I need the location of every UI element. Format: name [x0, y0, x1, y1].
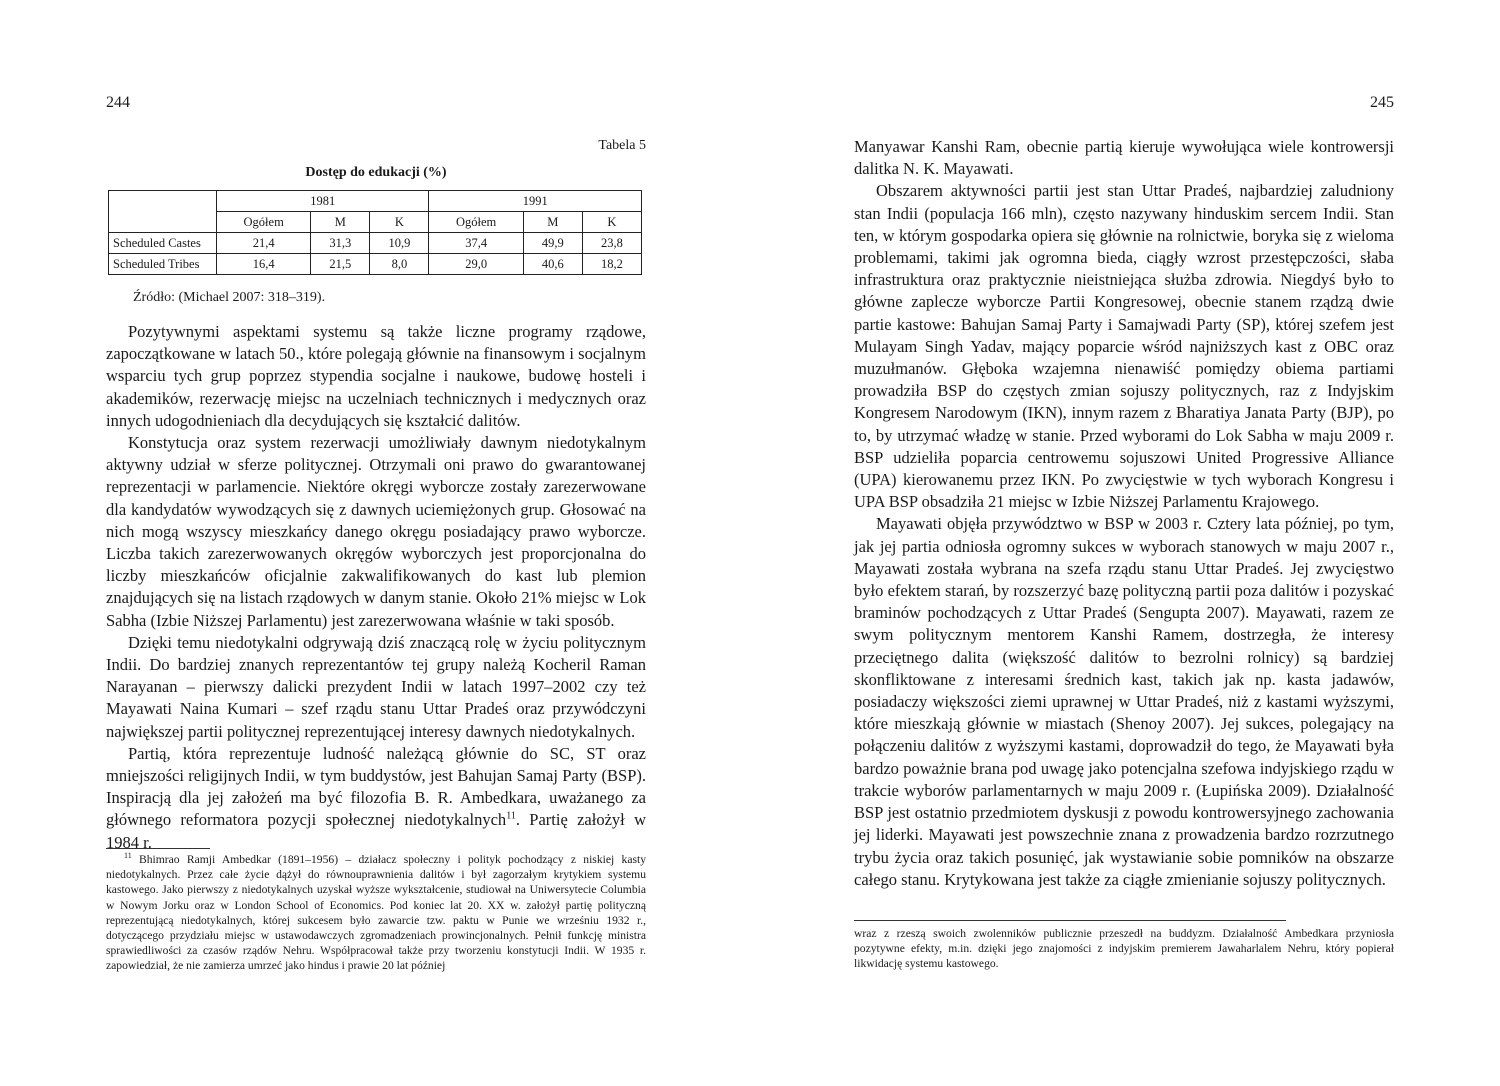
footnote: [106, 852, 646, 974]
paragraph: Konstytucja oraz system rezerwacji umożliwiały dawnym niedotykalnym aktywny udział w sferze politycznej. Otrzymali oni prawo do gwarantowanej reprezentacji w parlamencie. Niektóre okręgi wyborcze zostały zarezerwowane dla kandydatów wywodzących się z dawnych uciemiężonych grup. Głosować na nich mogą wszyscy mieszkańcy danego okręgu posiadający prawo wyborcze. Liczba takich zarezerwowanych okręgów wyborczych jest proporcjonalna do liczby mieszkańców oficjalnie zakwalifikowanych do kast lub plemion znajdujących się na listach rządowych w danym stanie. Około 21% miejsc w Lok Sabha (Izbie Niższej Parlamentu) jest zarezerwowana właśnie w taki sposób.: [106, 433, 646, 630]
paragraph: Pozytywnymi aspektami systemu są także liczne programy rządowe, zapoczątkowane w latach 50., które polegają głównie na finansowym i socjalnym wsparciu tych grup poprzez stypendia socjalne i naukowe, budowę hosteli i akademików, rezerwację miejsc na uczelniach technicznych i medycznych oraz innych udogodnieniach dla decydujących się kształcić dalitów.: [106, 322, 646, 430]
footnote-continuation: wraz z rzeszą swoich zwolenników publicznie przeszedł na buddyzm. Działalność Ambedkara przyniosła pozytywne efekty, m.in. dzięki jego znajomości z indyjskim premierem Jawaharlalem Nehru, który popierał likwidację systemu kastowego.: [854, 927, 1394, 971]
table-cell: 16,4: [217, 254, 311, 275]
table-cell: 40,6: [523, 254, 582, 275]
table-subheader: K: [370, 212, 429, 233]
table-year-header: 1981: [217, 191, 429, 212]
table-label: Tabela 5: [598, 138, 646, 153]
footnote-number: 11: [124, 851, 132, 861]
table-cell: 29,0: [429, 254, 523, 275]
footnote-divider: [106, 848, 210, 849]
page-number: 244: [106, 94, 130, 111]
table-cell: 49,9: [523, 233, 582, 254]
table-cell: 18,2: [582, 254, 641, 275]
footnote-reference[interactable]: 11: [506, 810, 516, 822]
table-subheader: M: [523, 212, 582, 233]
table-subheader: Ogółem: [429, 212, 523, 233]
paragraph: Obszarem aktywności partii jest stan Uttar Pradeś, najbardziej zaludniony stan Indii (populacja 166 mln), często nazywany hinduskim sercem Indii. Stan ten, w którym gospodarka opiera się głównie na rolnictwie, boryka się z wieloma problemami, takimi jak ogromna bieda, ciągły wzrost przestępczości, słaba infrastruktura oraz praktycznie nieistniejąca służba zdrowia. Niegdyś było to główne zaplecze wyborcze Partii Kongresowej, obecnie stanem rządzą dwie partie kastowe: Bahujan Samaj Party i Samajwadi Party (SP), której szefem jest Mulayam Singh Yadav, mający poparcie wśród najniższych kast z OBC oraz muzułmanów. Głęboka wzajemna nienawiść pomiędzy obiema partiami prowadziła BSP do częstych zmian sojuszy politycznych, raz z Indyjskim Kongresem Narodowym (IKN), innym razem z Bharatiya Janata Party (BJP), po to, by utrzymać władzę w stanie. Przed wyborami do Lok Sabha w maju 2009 r. BSP udzieliła poparcia centrowemu sojuszowi United Progressive Alliance (UPA) kierowanemu przez IKN. Po zwycięstwie w tych wyborach Kongresu i UPA BSP obsadziła 21 miejsc w Izbie Niższej Parlamentu Krajowego.: [854, 181, 1394, 512]
body-text: [106, 321, 646, 854]
table-header-row: [109, 191, 642, 212]
table-cell: 21,4: [217, 233, 311, 254]
table-subheader: M: [311, 212, 370, 233]
table-year-header: 1991: [429, 191, 642, 212]
footnote-divider: [854, 920, 1286, 921]
paragraph: [106, 743, 646, 854]
table-row: [109, 233, 642, 254]
paragraph: Dzięki temu niedotykalni odgrywają dziś znaczącą rolę w życiu politycznym Indii. Do bardziej znanych reprezentantów tej grupy należą Kocheril Raman Narayanan – pierwszy dalicki prezydent Indii w latach 1997–2002 czy też Mayawati Naina Kumari – szef rządu stanu Uttar Pradeś oraz przywódczyni największej partii politycznej reprezentującej interesy dawnych niedotykalnych.: [106, 632, 646, 741]
table-cell: 8,0: [370, 254, 429, 275]
footnote-text: Bhimrao Ramji Ambedkar (1891–1956) – działacz społeczny i polityk pochodzący z niskiej kasty niedotykalnych. Przez całe życie dążył do równouprawnienia dalitów i był zagorzałym krytykiem systemu kastowego. Jako pierwszy z niedotykalnych uzyskał wyższe wykształcenie, studiował na Uniwersytecie Columbia w Nowym Jorku oraz w London School of Economics. Pod koniec lat 20. XX w. założył partię polityczną reprezentującą niedotykalnych, której sukcesem było zawarcie tzw. paktu w Punie we wrześniu 1932 r., dotyczącego przydziału miejsc w ustawodawczych zgromadzeniach prowincjonalnych. Pełnił funkcję ministra sprawiedliwości za czasów rządów Nehru. Współpracował także przy tworzeniu konstytucji Indii. W 1935 r. zapowiedział, że nie zamierza umrzeć jako hindus i prawie 20 lat później: [106, 853, 646, 973]
table-source-note: Źródło: (Michael 2007: 318–319).: [133, 290, 326, 305]
table-title: Dostęp do edukacji (%): [305, 165, 447, 180]
table-subheader: K: [582, 212, 641, 233]
table-cell: 31,3: [311, 233, 370, 254]
table-cell: 21,5: [311, 254, 370, 275]
right-page: [854, 0, 1394, 1086]
table-row-label: Scheduled Tribes: [109, 254, 217, 275]
table-subheader: Ogółem: [217, 212, 311, 233]
paragraph-text: Partią, która reprezentuje ludność należącą głównie do SC, ST oraz mniejszości religijnych Indii, w tym buddystów, jest Bahujan Samaj Party (BSP). Inspiracją dla jej założeń ma być filozofia B. R. Ambedkara, uważanego za głównego reformatora pozycji społecznej niedotykalnych: [106, 743, 646, 830]
table-corner-cell: [109, 191, 217, 233]
education-access-table: [108, 190, 642, 275]
paragraph-text: . Partię założył w 1984 r.: [106, 810, 646, 852]
paragraph-continuation: Manyawar Kanshi Ram, obecnie partią kieruje wywołująca wiele kontrowersji dalitka N. K. Mayawati.: [854, 137, 1394, 179]
page-number: 245: [1370, 94, 1394, 111]
table-cell: 37,4: [429, 233, 523, 254]
table-cell: 10,9: [370, 233, 429, 254]
table-row-label: Scheduled Castes: [109, 233, 217, 254]
left-page: [106, 0, 646, 1086]
body-text: [854, 136, 1394, 891]
paragraph: Mayawati objęła przywództwo w BSP w 2003 r. Cztery lata później, po tym, jak jej partia odniosła ogromny sukces w wyborach stanowych w maju 2007 r., Mayawati została wybrana na szefa rządu stanu Uttar Pradeś. Jej zwycięstwo było efektem starań, by rozszerzyć bazę polityczną partii poza dalitów i pozyskać braminów pochodzących z Uttar Pradeś (Sengupta 2007). Mayawati, razem ze swym politycznym mentorem Kanshi Ramem, dostrzegła, że interesy przeciętnego dalita (większość dalitów to bezrolni rolnicy) są bardziej skonfliktowane z interesami średnich kast, takich jak np. kasta jadawów, posiadaczy większości ziemi uprawnej w Uttar Pradeś, niż z kastami wyższymi, które mieszkają głównie w miastach (Shenoy 2007). Jej sukces, polegający na połączeniu dalitów z wyższymi kastami, doprowadził do tego, że Mayawati była bardzo poważnie brana pod uwagę jako potencjalna szefowa indyjskiego rządu w trakcie wyborów parlamentarnych w maju 2009 r. (Łupińska 2009). Działalność BSP jest ostatnio przedmiotem dyskusji z powodu kontrowersyjnego zachowania jej liderki. Mayawati jest powszechnie znana z prowadzenia bardzo rozrzutnego trybu życia oraz takich posunięć, jak wystawianie sobie pomników na obszarze całego stanu. Krytykowana jest także za ciągłe zmienianie sojuszy politycznych.: [854, 514, 1394, 889]
table-row: [109, 254, 642, 275]
table-cell: 23,8: [582, 233, 641, 254]
